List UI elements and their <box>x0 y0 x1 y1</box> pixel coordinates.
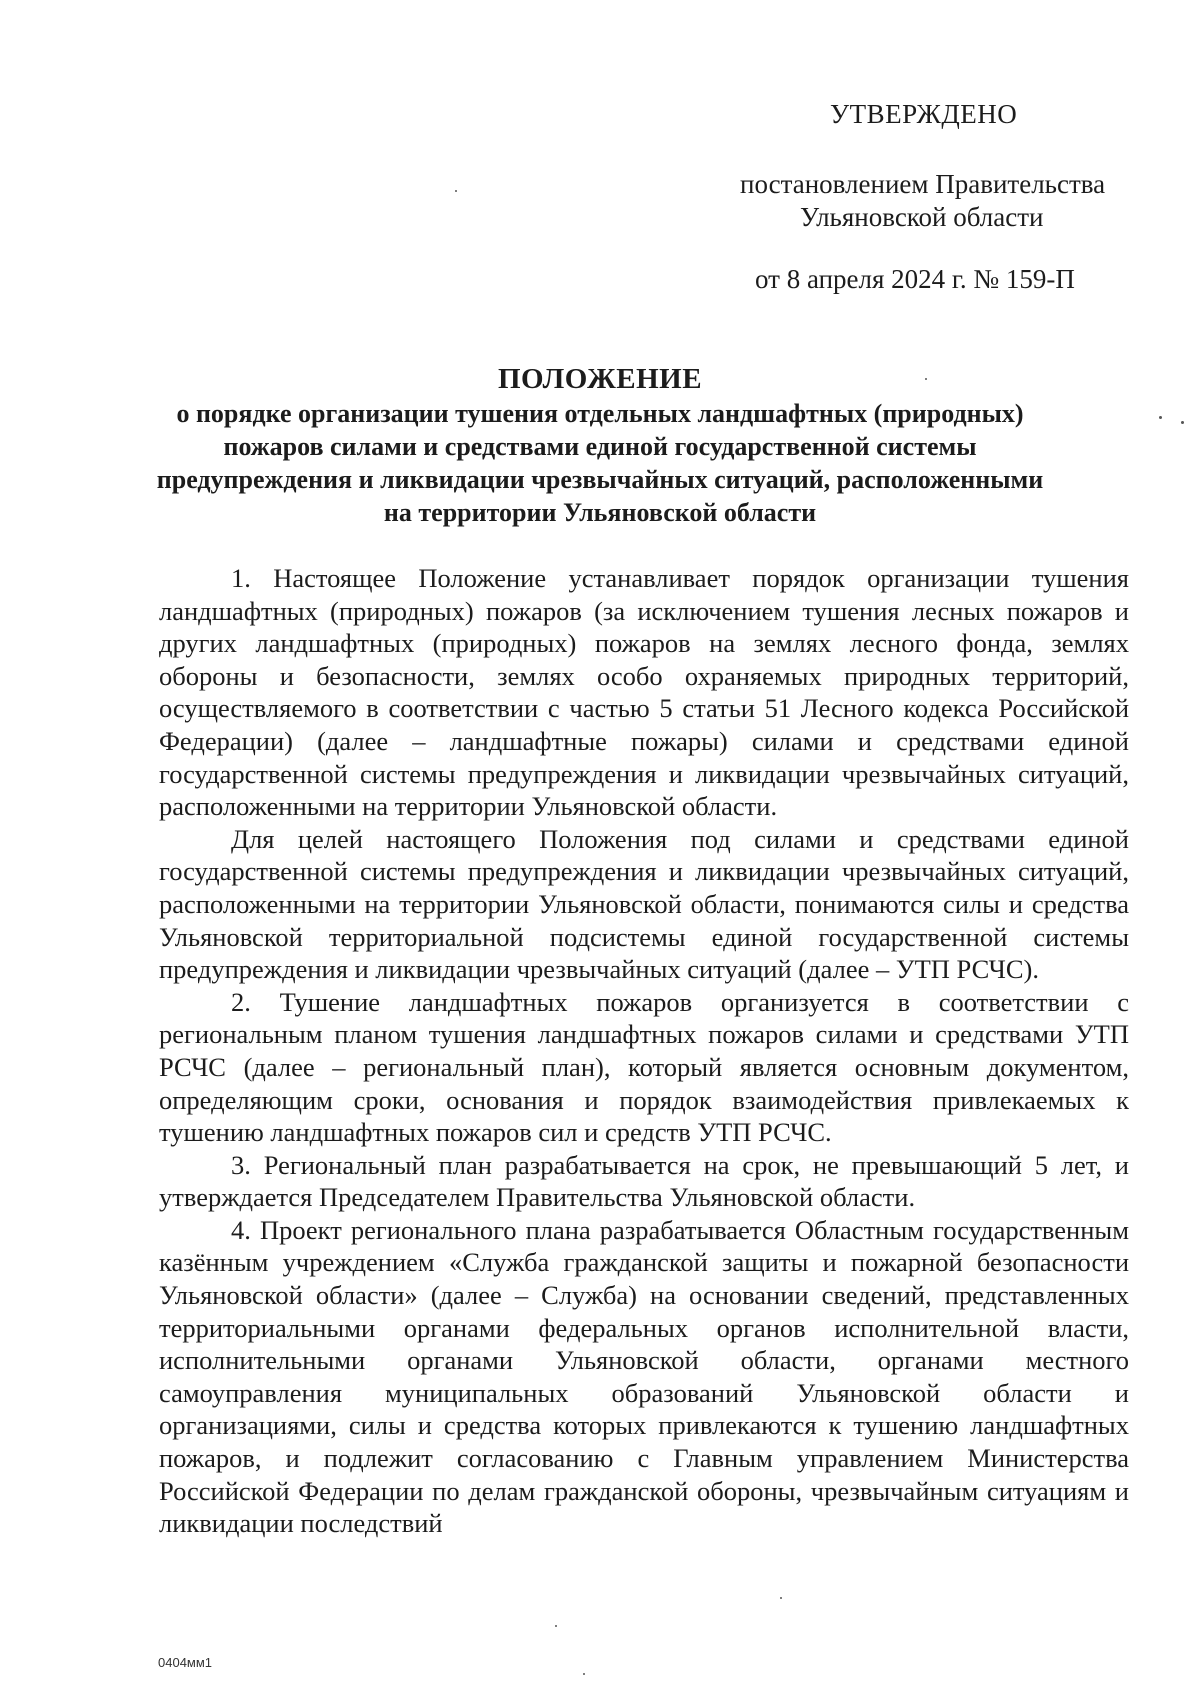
scan-speck <box>1181 421 1184 424</box>
region-line: Ульяновской области <box>800 202 1044 232</box>
title-subtitle: о порядке организации тушения отдельных ландшафтных (природных) пожаров силами и средствами единой государственной системы предупреждения и ликвидации чрезвычайных ситуаций, расположенными на территории Ульяновской области <box>156 399 1044 527</box>
paragraph-1-definition: Для целей настоящего Положения под силами и средствами единой государственной системы предупреждения и ликвидации чрезвычайных ситуаций, расположенными на территории Ульяновской области, понимаются силы и средства Ульяновской территориальной подсистемы единой государственной системы предупреждения и ликвидации чрезвычайных ситуаций (далее – УТП РСЧС). <box>159 823 1129 985</box>
paragraph-4: 4. Проект регионального плана разрабатывается Областным государственным казённым учреждением «Служба гражданской защиты и пожарной безопасности Ульяновской области» (далее – Служба) на основании сведений, представленных территориальными органами федеральных органов исполнительной власти, исполнительными органами Ульяновской области, органами местного самоуправления муниципальных образований Ульяновской области и организациями, силы и средства которых привлекаются к тушению ландшафтных пожаров, и подлежит согласованию с Главным управлением Министерства Российской Федерации по делам гражданской обороны, чрезвычайным ситуациям и ликвидации последствий <box>159 1214 1129 1539</box>
paragraph-1: 1. Настоящее Положение устанавливает порядок организации тушения ландшафтных (природных) пожаров (за исключением тушения лесных пожаров и других ландшафтных (природных) пожаров на землях лесного фонда, землях обороны и безопасности, землях особо охраняемых природных территорий, осуществляемого в соответствии с частью 5 статьи 51 Лесного кодекса Российской Федерации) (далее – ландшафтные пожары) силами и средствами единой государственной системы предупреждения и ликвидации чрезвычайных ситуаций, расположенными на территории Ульяновской области. <box>159 563 1129 822</box>
resolution-line: постановлением Правительства <box>740 169 1106 199</box>
paragraph-3: 3. Региональный план разрабатывается на срок, не превышающий 5 лет, и утверждается Председателем Правительства Ульяновской области. <box>159 1149 1129 1213</box>
document-code: 0404мм1 <box>158 1655 213 1670</box>
scan-speck <box>780 1597 782 1599</box>
paragraph-2: 2. Тушение ландшафтных пожаров организуется в соответствии с региональным планом тушения ландшафтных пожаров силами и средствами УТП РСЧС (далее – региональный план), который является основным документом, определяющим сроки, основания и порядок взаимодействия привлекаемых к тушению ландшафтных пожаров сил и средств УТП РСЧС. <box>159 986 1129 1148</box>
title-heading: ПОЛОЖЕНИЕ <box>497 363 703 395</box>
document-title <box>150 362 1050 529</box>
scan-speck <box>455 190 457 192</box>
approved-label: УТВЕРЖДЕНО <box>830 99 1018 129</box>
scan-speck <box>925 378 927 380</box>
scan-speck <box>583 1673 585 1675</box>
date-number-line: от 8 апреля 2024 г. № 159-П <box>755 264 1075 294</box>
scan-speck <box>1159 416 1162 419</box>
scan-speck <box>555 1625 557 1627</box>
document-body <box>159 562 1129 1540</box>
